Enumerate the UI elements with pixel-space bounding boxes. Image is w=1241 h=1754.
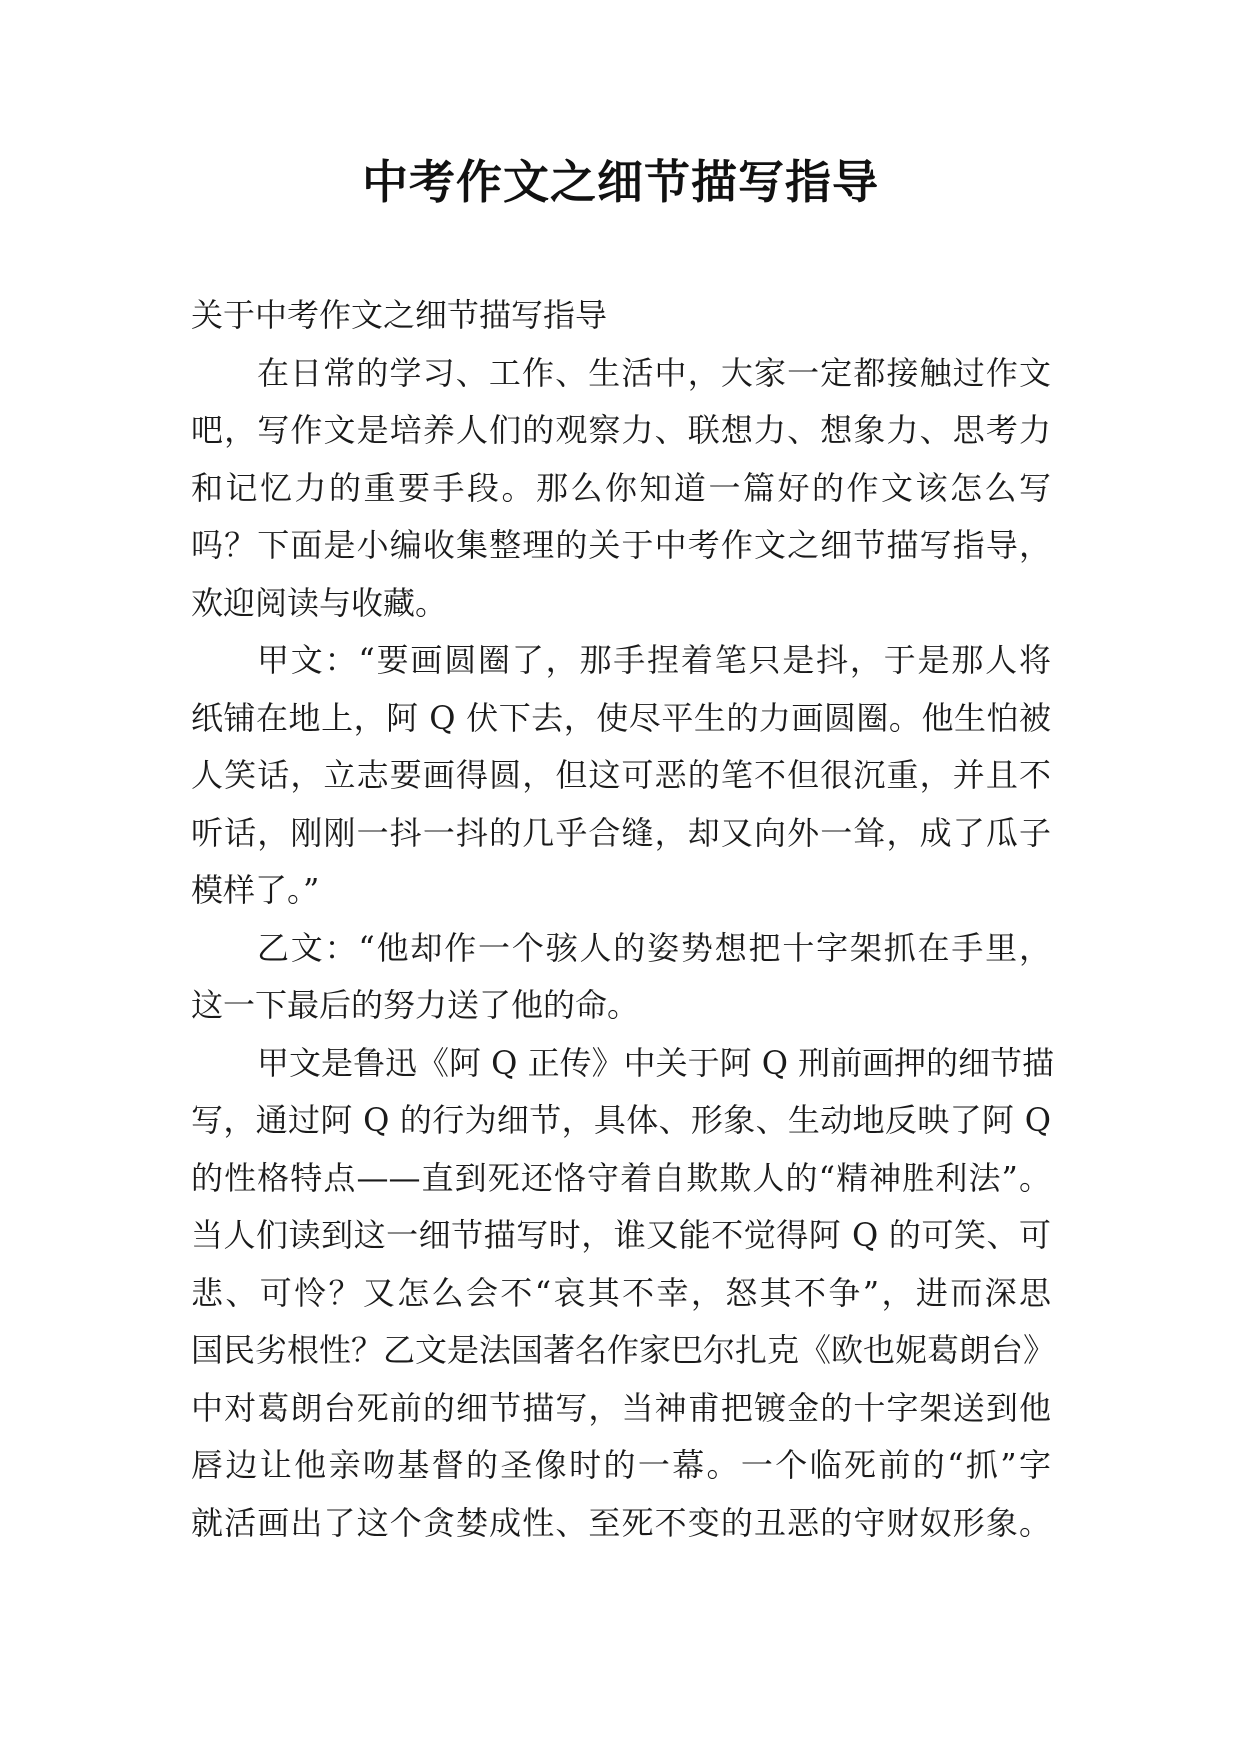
paragraph-line: 纸铺在地上，阿 Q 伏下去，使尽平生的力画圆圈。他生怕被 <box>191 698 1051 737</box>
paragraph-line: 欢迎阅读与收藏。 <box>191 583 448 622</box>
paragraph-line: 模样了。” <box>191 871 320 909</box>
document-body <box>191 287 1056 1552</box>
paragraph-line: 就活画出了这个贪婪成性、至死不变的丑恶的守财奴形象。 <box>191 1503 1051 1542</box>
paragraph-line: 吧，写作文是培养人们的观察力、联想力、想象力、思考力 <box>191 411 1051 449</box>
paragraph-line: 在日常的学习、工作、生活中，大家一定都接触过作文 <box>257 353 1051 392</box>
paragraph-line: 中对葛朗台死前的细节描写，当神甫把镀金的十字架送到他 <box>191 1388 1051 1427</box>
paragraph-line: 国民劣根性？乙文是法国著名作家巴尔扎克《欧也妮葛朗台》 <box>191 1331 1056 1369</box>
paragraph-line: 和记忆力的重要手段。那么你知道一篇好的作文该怎么写 <box>191 468 1051 507</box>
paragraph-line: 吗？下面是小编收集整理的关于中考作文之细节描写指导， <box>191 526 1051 564</box>
paragraph-line: 甲文是鲁迅《阿 Q 正传》中关于阿 Q 刑前画押的细节描 <box>257 1043 1055 1082</box>
paragraph-line: 人笑话，立志要画得圆，但这可恶的笔不但很沉重，并且不 <box>191 756 1051 794</box>
paragraph-line: 唇边让他亲吻基督的圣像时的一幕。一个临死前的“抓”字 <box>191 1446 1051 1484</box>
subtitle-line: 关于中考作文之细节描写指导 <box>191 296 608 334</box>
paragraph-line: 乙文：“他却作一个骇人的姿势想把十字架抓在手里， <box>257 928 1051 967</box>
paragraph-line: 的性格特点——直到死还恪守着自欺欺人的“精神胜利法”。 <box>191 1158 1051 1197</box>
paragraph-line: 听话，刚刚一抖一抖的几乎合缝，却又向外一耸，成了瓜子 <box>191 813 1051 852</box>
paragraph-line: 悲、可怜？又怎么会不“哀其不幸，怒其不争”，进而深思 <box>191 1273 1051 1312</box>
paragraph-line: 当人们读到这一细节描写时，谁又能不觉得阿 Q 的可笑、可 <box>191 1216 1051 1254</box>
paragraph-line: 这一下最后的努力送了他的命。 <box>191 986 640 1024</box>
paragraph-line: 写，通过阿 Q 的行为细节，具体、形象、生动地反映了阿 Q <box>191 1101 1051 1139</box>
paragraph-line: 甲文：“要画圆圈了，那手捏着笔只是抖，于是那人将 <box>257 641 1051 679</box>
document-title: 中考作文之细节描写指导 <box>362 155 879 209</box>
